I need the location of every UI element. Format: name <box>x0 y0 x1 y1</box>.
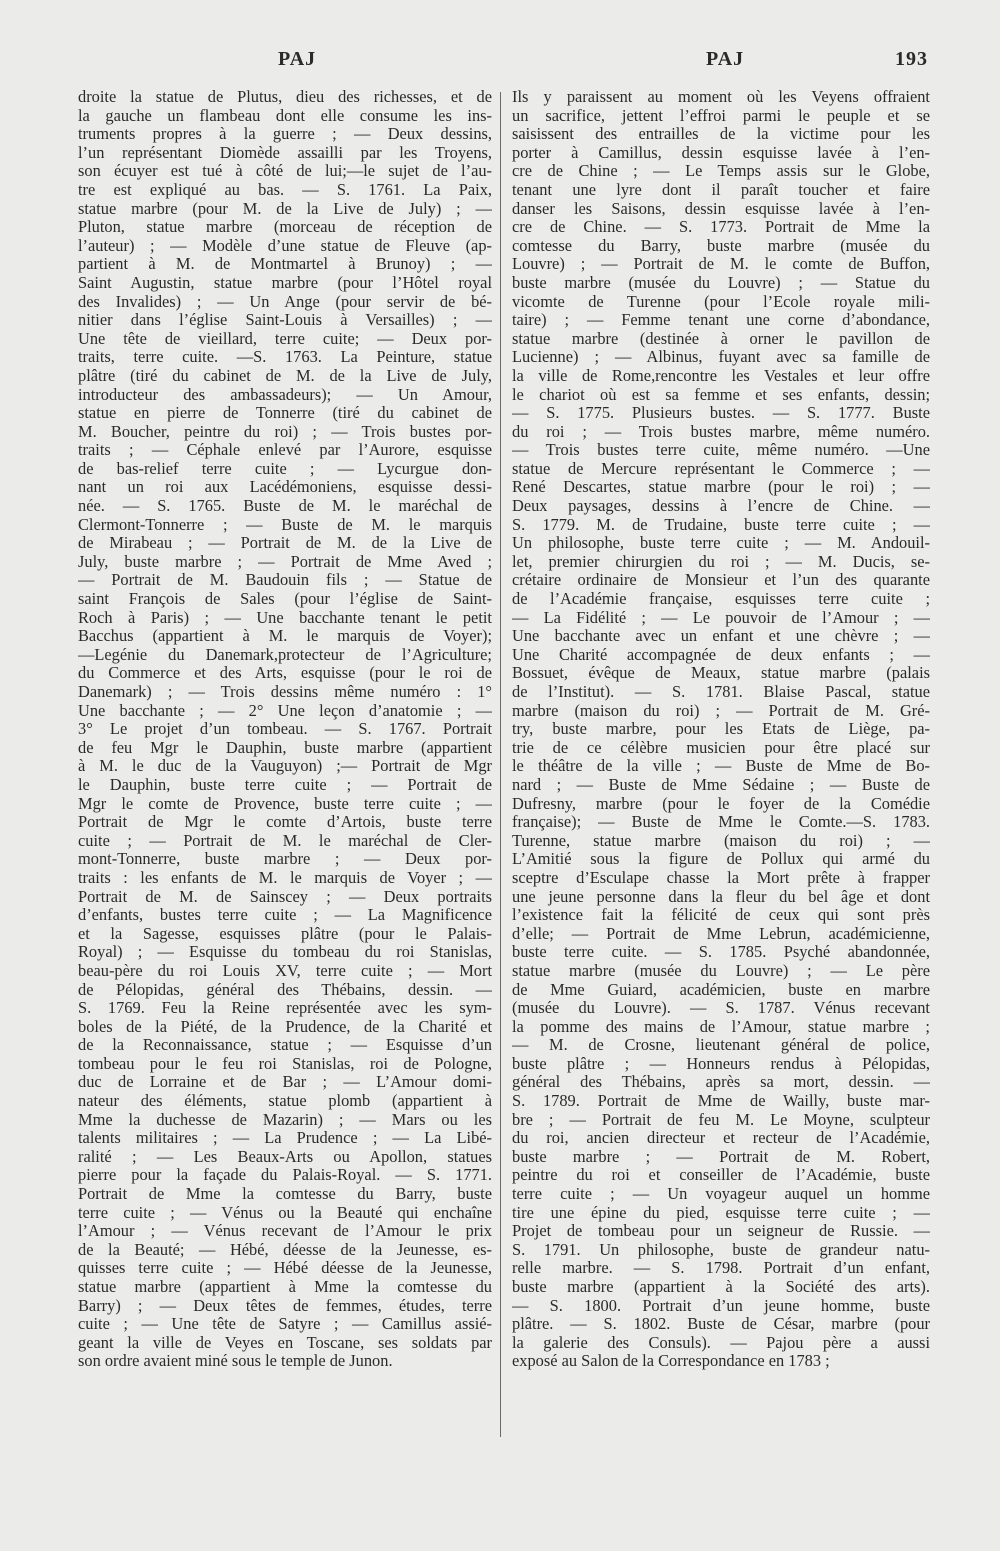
header-right-title: PAJ <box>706 48 745 70</box>
text-line: danser les Saisons, dessin esquisse lavée à l’en- <box>512 199 930 218</box>
text-line: saisissent des entrailles de la victime pour les <box>512 125 930 144</box>
text-line: cuite ; — Portrait de M. le maréchal de Cler- <box>78 831 492 850</box>
text-line: statue marbre (musée du Louvre) ; — Le père <box>512 961 930 980</box>
text-line: du Commerce et des Arts, esquisse (pour le roi de <box>78 664 492 683</box>
text-line: Mme la duchesse de Mazarin) ; — Mars ou les <box>78 1110 492 1129</box>
text-line: d’enfants, bustes terre cuite ; — La Magnificence <box>78 906 492 925</box>
text-line: plâtre. — S. 1802. Buste de César, marbre (pour <box>512 1315 930 1334</box>
text-line: beau-père du roi Louis XV, terre cuite ; — Mort <box>78 961 492 980</box>
text-line: de Pélopidas, général des Thébains, dessin. — <box>78 980 492 999</box>
text-line: Une tête de vieillard, terre cuite; — Deux por- <box>78 329 492 348</box>
text-line: Danemark) ; — Trois dessins même numéro : 1° <box>78 683 492 701</box>
text-line: buste plâtre ; — Honneurs rendus à Pélopidas, <box>512 1054 930 1073</box>
right-column <box>512 88 930 1371</box>
text-line: statue de Mercure représentant le Commerce ; — <box>512 459 930 478</box>
text-line: terre cuite ; — Vénus ou la Beauté qui enchaîne <box>78 1203 492 1222</box>
text-line: crétaire ordinaire de Monsieur et l’un des quarante <box>512 571 930 590</box>
text-line: S. 1791. Un philosophe, buste de grandeur natu- <box>512 1240 930 1259</box>
text-line: de la Reconnaissance, statue ; — Esquisse d’un <box>78 1036 492 1055</box>
text-line: le Dauphin, buste terre cuite ; — Portrait de <box>78 775 492 794</box>
text-line: du roi, ancien directeur et recteur de l’Académie, <box>512 1129 930 1148</box>
text-line: une jeune personne dans la fleur du bel âge et dont <box>512 887 930 906</box>
text-line: nard ; — Buste de Mme Sédaine ; — Buste de <box>512 775 930 794</box>
text-line: l’auteur) ; — Modèle d’une statue de Fleuve (ap- <box>78 236 492 255</box>
text-line: mont-Tonnerre, buste marbre ; — Deux por- <box>78 850 492 869</box>
text-line: Une bacchante ; — 2° Une leçon d’anatomie ; — <box>78 701 492 720</box>
text-line: — M. de Crosne, lieutenant général de police, <box>512 1036 930 1055</box>
text-line: Pluton, statue marbre (morceau de réception de <box>78 218 492 237</box>
text-line: (musée du Louvre). — S. 1787. Vénus recevant <box>512 999 930 1018</box>
text-line: —Legénie du Danemark,protecteur de l’Agriculture; <box>78 645 492 664</box>
text-line: à M. le duc de la Vauguyon) ;— Portrait de Mgr <box>78 757 492 776</box>
text-line: française); — Buste de Mme le Comte.—S. 1783. <box>512 813 930 832</box>
text-line: Une Charité accompagnée de deux enfants ; — <box>512 645 930 664</box>
text-line: Bossuet, évêque de Meaux, statue marbre (palais <box>512 664 930 683</box>
text-line: droite la statue de Plutus, dieu des richesses, et de <box>78 88 492 106</box>
text-line: exposé au Salon de la Correspondance en 1783 ; <box>512 1352 830 1371</box>
text-line: Louvre) ; — Portrait de M. le comte de Buffon, <box>512 255 930 274</box>
text-line: nateur des éléments, statue plomb (appartient à <box>78 1092 492 1111</box>
text-line: Saint Augustin, statue marbre (pour l’Hôtel royal <box>78 273 492 292</box>
text-line: tre est expliqué au bas. — S. 1761. La Paix, <box>78 180 492 199</box>
text-line: let, premier chirurgien du roi ; — M. Ducis, se- <box>512 552 930 571</box>
text-line: traits ; — Céphale enlevé par l’Aurore, esquisse <box>78 441 492 460</box>
text-line: introducteur des ambassadeurs); — Un Amour, <box>78 385 492 404</box>
text-line: quisses terre cuite ; — Hébé déesse de la Jeunesse, <box>78 1259 492 1278</box>
text-line: Portrait de Mgr le comte d’Artois, buste terre <box>78 813 492 832</box>
text-line: pierre pour la façade du Palais-Royal. — S. 1771. <box>78 1166 492 1185</box>
text-line: July, buste marbre ; — Portrait de Mme Aved ; <box>78 552 492 571</box>
text-line: — S. 1800. Portrait d’un jeune homme, buste <box>512 1296 930 1315</box>
text-line: de l’Institut). — S. 1781. Blaise Pascal, statue <box>512 683 930 701</box>
text-line: statue marbre (destinée à orner le pavillon de <box>512 329 930 348</box>
text-line: buste marbre ; — Portrait de M. Robert, <box>512 1147 930 1166</box>
text-line: du roi ; — Trois bustes marbre, même numéro. <box>512 422 930 441</box>
text-line: Un philosophe, buste terre cuite ; — M. Andouil- <box>512 534 930 553</box>
text-line: Portrait de Mme la comtesse du Barry, buste <box>78 1185 492 1204</box>
text-line: le théâtre de la ville ; — Buste de Mme de Bo- <box>512 757 930 776</box>
left-column <box>78 88 492 1371</box>
text-line: plâtre (tiré du cabinet de M. de la Live de July, <box>78 366 492 385</box>
text-line: la galerie des Consuls). — Pajou père a aussi <box>512 1333 930 1352</box>
text-line: terre cuite ; — Un voyageur auquel un homme <box>512 1185 930 1204</box>
text-line: l’Amour ; — Vénus recevant de l’Amour le prix <box>78 1222 492 1241</box>
text-line: cre de Chine ; — Le Temps assis sur le Globe, <box>512 162 930 181</box>
text-line: la ville de Rome,rencontre les Vestales et leur offre <box>512 366 930 385</box>
text-line: nant un roi aux Lacédémoniens, esquisse dessi- <box>78 478 492 497</box>
text-line: son ordre avaient miné sous le temple de Junon. <box>78 1352 393 1371</box>
text-line: de la Beauté; — Hébé, déesse de la Jeunesse, es- <box>78 1240 492 1259</box>
text-line: — Trois bustes terre cuite, même numéro. —Une <box>512 441 930 460</box>
text-line: traits, terre cuite. —S. 1763. La Peinture, statue <box>78 348 492 367</box>
text-line: comtesse du Barry, buste marbre (musée du <box>512 236 930 255</box>
text-line: buste marbre (musée du Louvre) ; — Statue du <box>512 273 930 292</box>
text-line: tombeau pour le feu roi Stanislas, roi de Pologne, <box>78 1054 492 1073</box>
text-line: Royal) ; — Esquisse du tombeau du roi Stanislas, <box>78 943 492 962</box>
text-line: ralité ; — Les Beaux-Arts ou Apollon, statues <box>78 1147 492 1166</box>
text-line: M. Boucher, peintre du roi) ; — Trois bustes por- <box>78 422 492 441</box>
text-line: née. — S. 1765. Buste de M. le maréchal de <box>78 497 492 516</box>
text-line: truments propres à la guerre ; — Deux dessins, <box>78 125 492 144</box>
text-line: Portrait de M. de Sainscey ; — Deux portraits <box>78 887 492 906</box>
text-line: bre ; — Portrait de feu M. Le Moyne, sculpteur <box>512 1110 930 1129</box>
text-line: porter à Camillus, dessin esquisse lavée à l’en- <box>512 143 930 162</box>
text-line: boles de la Piété, de la Prudence, de la Charité et <box>78 1017 492 1036</box>
text-line: de feu Mgr le Dauphin, buste marbre (appartient <box>78 738 492 757</box>
text-line: — S. 1775. Plusieurs bustes. — S. 1777. Buste <box>512 404 930 423</box>
text-line: d’elle; — Portrait de Mme Lebrun, académicienne, <box>512 924 930 943</box>
text-line: de l’Académie française, esquisses terre cuite ; <box>512 590 930 609</box>
text-line: cuite ; — Une tête de Satyre ; — Camillus assié- <box>78 1315 492 1334</box>
text-line: taire) ; — Femme tenant une corne d’abondance, <box>512 311 930 330</box>
text-line: L’Amitié sous la figure de Pollux qui armé du <box>512 850 930 869</box>
text-line: statue marbre (pour M. de la Live de July) ; — <box>78 199 492 218</box>
text-line: des Invalides) ; — Un Ange (pour servir de bé- <box>78 292 492 311</box>
text-line: Deux paysages, dessins à l’encre de Chine. — <box>512 497 930 516</box>
text-line: la gauche un flambeau dont elle consume les ins- <box>78 106 492 125</box>
text-line: Lucienne) ; — Albinus, fuyant avec sa famille de <box>512 348 930 367</box>
text-line: 3° Le projet d’un tombeau. — S. 1767. Portrait <box>78 720 492 739</box>
text-line: Ils y paraissent au moment où les Veyens offraient <box>512 88 930 106</box>
text-line: général des Thébains, après sa mort, dessin. — <box>512 1073 930 1092</box>
text-line: l’existence fait la félicité de ceux qui sont près <box>512 906 930 925</box>
text-line: sceptre d’Esculape chasse la Mort prête à frapper <box>512 868 930 887</box>
text-line: geant la ville de Veyes en Toscane, ses soldats par <box>78 1333 492 1352</box>
text-line: buste marbre (appartient à la Société des arts). <box>512 1278 930 1296</box>
text-line: Clermont-Tonnerre ; — Buste de M. le marquis <box>78 515 492 534</box>
text-line: statue marbre (appartient à Mme la comtesse du <box>78 1278 492 1296</box>
text-line: partient à M. de Montmartel à Brunoy) ; — <box>78 255 492 274</box>
text-line: de Mirabeau ; — Portrait de M. de la Live de <box>78 534 492 553</box>
text-line: traits : les enfants de M. le marquis de Voyer ; — <box>78 868 492 887</box>
text-line: statue en pierre de Tonnerre (tiré du cabinet de <box>78 404 492 423</box>
text-line: Projet de tombeau pour un seigneur de Russie. — <box>512 1222 930 1241</box>
text-line: et la Sagesse, esquisses plâtre (pour le Palais- <box>78 924 492 943</box>
column-divider <box>500 92 501 1437</box>
text-line: Roch à Paris) ; — Une bacchante tenant le petit <box>78 608 492 627</box>
text-line: Dufresny, marbre (pour le foyer de la Comédie <box>512 794 930 813</box>
text-line: buste terre cuite. — S. 1785. Psyché abandonnée, <box>512 943 930 962</box>
page-number: 193 <box>895 48 928 70</box>
text-line: tire une épine du pied, esquisse terre cuite ; — <box>512 1203 930 1222</box>
text-line: S. 1789. Portrait de Mme de Wailly, buste mar- <box>512 1092 930 1111</box>
text-line: marbre (maison du roi) ; — Portrait de M. Gré- <box>512 701 930 720</box>
text-line: un sacrifice, jettent l’effroi parmi le peuple et se <box>512 106 930 125</box>
text-line: duc de Lorraine et de Bar ; — L’Amour domi- <box>78 1073 492 1092</box>
text-line: — Portrait de M. Baudouin fils ; — Statue de <box>78 571 492 590</box>
text-line: Turenne, statue marbre (maison du roi) ; — <box>512 831 930 850</box>
text-line: S. 1769. Feu la Reine représentée avec les sym- <box>78 999 492 1018</box>
text-line: Une bacchante avec un enfant et une chèvre ; — <box>512 627 930 646</box>
running-header <box>0 48 1000 78</box>
text-line: nitier dans l’église Saint-Louis à Versailles) ; — <box>78 311 492 330</box>
text-line: Barry) ; — Deux têtes de femmes, études, terre <box>78 1296 492 1315</box>
text-line: trie de ce célèbre musicien pour être placé sur <box>512 738 930 757</box>
text-line: René Descartes, statue marbre (pour le roi) ; — <box>512 478 930 497</box>
text-line: peintre du roi et conseiller de l’Académie, buste <box>512 1166 930 1185</box>
text-line: l’un représentant Diomède assailli par les Troyens, <box>78 143 492 162</box>
text-line: cre de Chine. — S. 1773. Portrait de Mme la <box>512 218 930 237</box>
text-line: Bacchus (appartient à M. le marquis de Voyer); <box>78 627 492 646</box>
text-line: tenant une lyre dont il paraît toucher et faire <box>512 180 930 199</box>
text-line: le chariot où est sa femme et ses enfants, dessin; <box>512 385 930 404</box>
text-line: son écuyer est tué à côté de lui;—le sujet de l’au- <box>78 162 492 181</box>
text-line: de bas-relief terre cuite ; — Lycurgue don- <box>78 459 492 478</box>
text-line: try, buste marbre, pour les Etats de Liège, pa- <box>512 720 930 739</box>
text-line: Mgr le comte de Provence, buste terre cuite ; — <box>78 794 492 813</box>
header-left-title: PAJ <box>278 48 317 70</box>
text-line: S. 1779. M. de Trudaine, buste terre cuite ; — <box>512 515 930 534</box>
text-line: — La Fidélité ; — Le pouvoir de l’Amour ; — <box>512 608 930 627</box>
text-line: vicomte de Turenne (pour l’Ecole royale mili- <box>512 292 930 311</box>
text-line: relle marbre. — S. 1798. Portrait d’un enfant, <box>512 1259 930 1278</box>
text-line: de Mme Guiard, académicien, buste en marbre <box>512 980 930 999</box>
text-line: la pomme des mains de l’Amour, statue marbre ; <box>512 1017 930 1036</box>
text-line: saint François de Sales (pour l’église de Saint- <box>78 590 492 609</box>
text-line: talents militaires ; — La Prudence ; — La Libé- <box>78 1129 492 1148</box>
